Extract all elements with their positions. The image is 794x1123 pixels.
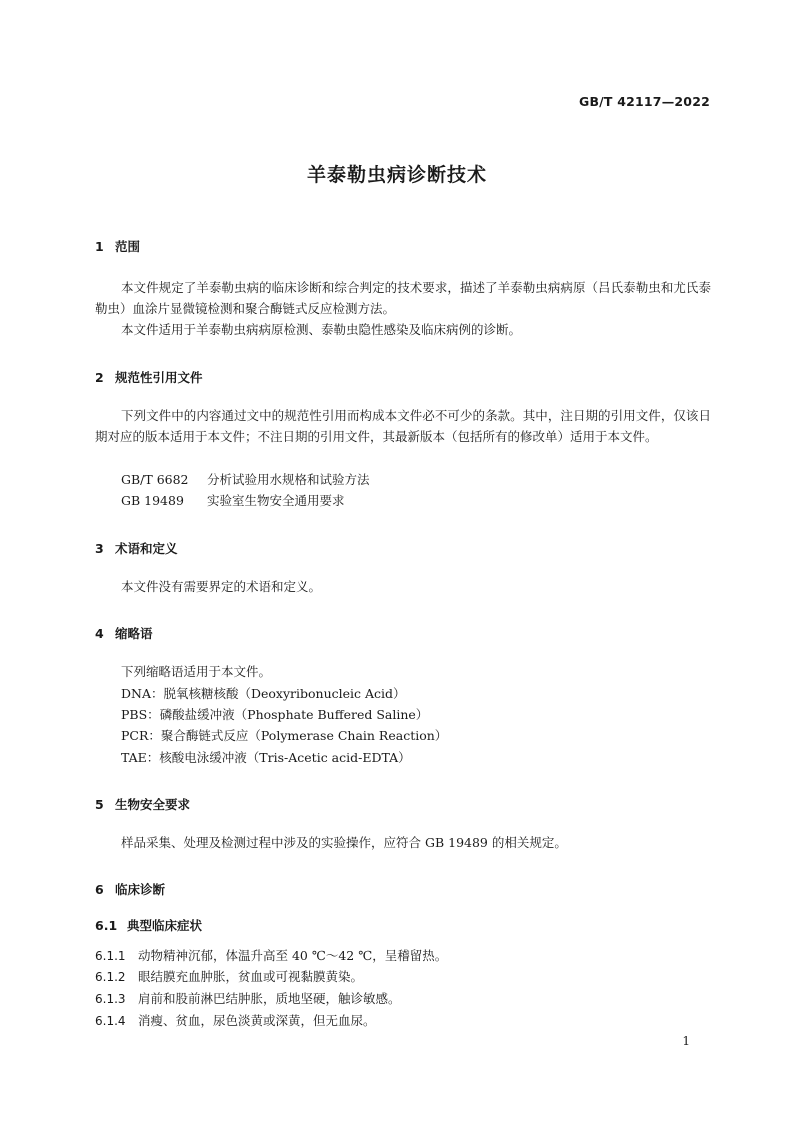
section-title: 规范性引用文件 xyxy=(115,370,203,385)
clause-item xyxy=(95,945,447,967)
abbreviations-intro: 下列缩略语适用于本文件。 xyxy=(121,664,272,679)
standard-code: GB/T 42117—2022 xyxy=(578,94,710,109)
clause-number: 6.1.2 xyxy=(95,970,126,984)
clause-number: 6.1.3 xyxy=(95,992,126,1006)
clause-number: 6.1.1 xyxy=(95,949,126,963)
section-number: 5 xyxy=(95,797,104,812)
reference-item xyxy=(121,469,370,490)
section-title: 范围 xyxy=(115,239,141,254)
section-1-heading xyxy=(95,237,140,255)
document-title: 羊泰勒虫病诊断技术 xyxy=(306,164,487,186)
section-6-heading xyxy=(95,880,165,898)
section-3-heading xyxy=(95,539,178,557)
clause-text: 肩前和股前淋巴结肿胀，质地坚硬，触诊敏感。 xyxy=(138,991,401,1006)
abbreviation-item: PBS：磷酸盐缓冲液（Phosphate Buffered Saline） xyxy=(121,707,429,722)
subsection-6-1-heading xyxy=(95,916,202,934)
clause-item xyxy=(95,988,401,1010)
section-4-heading xyxy=(95,624,153,642)
clause-number: 6.1.4 xyxy=(95,1014,126,1028)
section-5-paragraph: 样品采集、处理及检测过程中涉及的实验操作，应符合 GB 19489 的相关规定。 xyxy=(121,835,567,850)
section-title: 生物安全要求 xyxy=(115,797,191,812)
section-title: 术语和定义 xyxy=(115,541,178,556)
section-number: 6 xyxy=(95,882,104,897)
section-2-heading xyxy=(95,368,203,386)
subsection-number: 6.1 xyxy=(95,918,118,933)
section-title: 临床诊断 xyxy=(115,882,166,897)
reference-code: GB 19489 xyxy=(121,493,184,508)
section-5-heading xyxy=(95,795,190,813)
section-1-paragraph-1: 本文件规定了羊泰勒虫病的临床诊断和综合判定的技术要求，描述了羊泰勒虫病病原（吕氏泰勒虫和尤氏泰勒虫）血涂片显微镜检测和聚合酶链式反应检测方法。 xyxy=(95,280,711,316)
reference-title: 分析试验用水规格和试验方法 xyxy=(207,472,370,487)
clause-text: 眼结膜充血肿胀，贫血或可视黏膜黄染。 xyxy=(138,969,364,984)
abbreviation-item: TAE：核酸电泳缓冲液（Tris-Acetic acid-EDTA） xyxy=(121,750,411,765)
section-2-paragraph: 下列文件中的内容通过文中的规范性引用而构成本文件必不可少的条款。其中，注日期的引用文件，仅该日期对应的版本适用于本文件；不注日期的引用文件，其最新版本（包括所有的修改单）适用于本文件。 xyxy=(95,408,711,444)
section-number: 2 xyxy=(95,370,104,385)
clause-text: 动物精神沉郁，体温升高至 40 ℃～42 ℃，呈稽留热。 xyxy=(138,948,448,963)
page-number: 1 xyxy=(682,1034,690,1048)
clause-text: 消瘦、贫血，尿色淡黄或深黄，但无血尿。 xyxy=(138,1013,376,1028)
reference-item xyxy=(121,490,345,511)
abbreviation-item: PCR：聚合酶链式反应（Polymerase Chain Reaction） xyxy=(121,728,448,743)
clause-item xyxy=(95,966,363,988)
section-title: 缩略语 xyxy=(115,626,153,641)
abbreviation-item: DNA：脱氧核糖核酸（Deoxyribonucleic Acid） xyxy=(121,686,406,701)
section-number: 1 xyxy=(95,239,104,254)
reference-title: 实验室生物安全通用要求 xyxy=(207,493,345,508)
section-1-paragraph-2: 本文件适用于羊泰勒虫病病原检测、泰勒虫隐性感染及临床病例的诊断。 xyxy=(121,322,522,337)
clause-item xyxy=(95,1010,376,1032)
reference-code: GB/T 6682 xyxy=(121,472,189,487)
section-number: 4 xyxy=(95,626,104,641)
section-number: 3 xyxy=(95,541,104,556)
subsection-title: 典型临床症状 xyxy=(127,918,203,933)
section-3-paragraph: 本文件没有需要界定的术语和定义。 xyxy=(121,579,322,594)
